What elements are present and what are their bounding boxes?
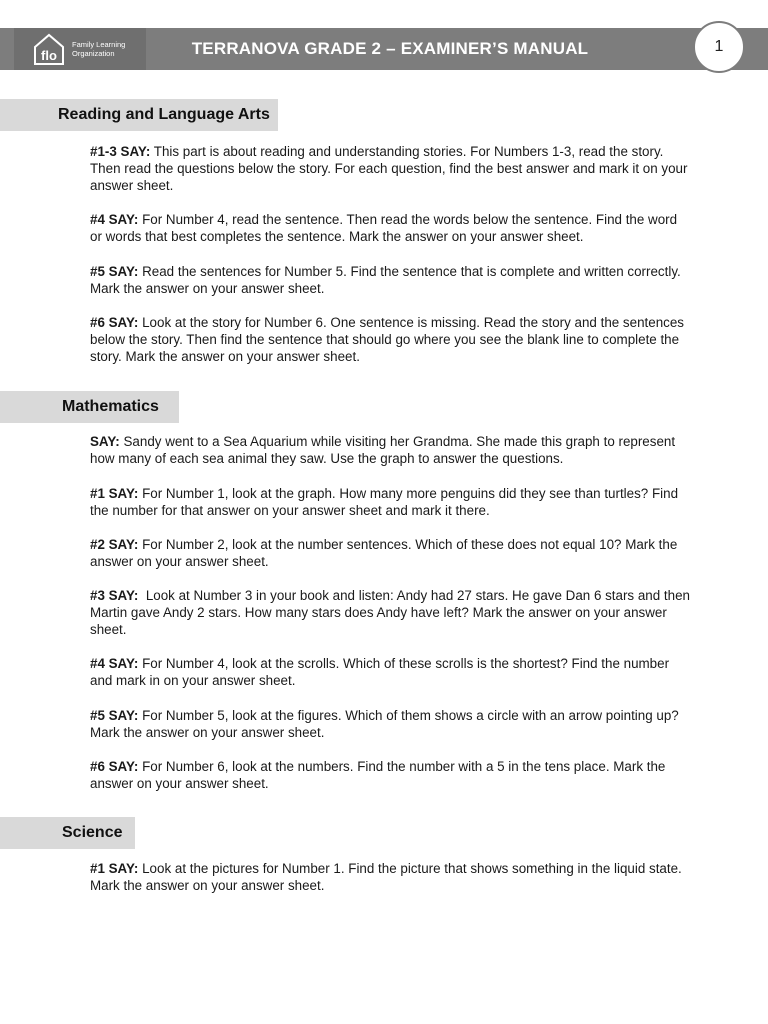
say-text: For Number 6, look at the numbers. Find the number with a 5 in the tens place. Mark the answer on your answer sheet.	[90, 759, 666, 791]
say-text: Look at the pictures for Number 1. Find the picture that shows something in the liquid state. Mark the answer on your answer sheet.	[90, 861, 682, 893]
say-text: For Number 2, look at the number sentences. Which of these does not equal 10? Mark the answer on your answer sheet.	[90, 537, 678, 569]
svg-text:flo: flo	[41, 48, 57, 63]
say-text: For Number 1, look at the graph. How many more penguins did they see than turtles? Find the number for that answer on your answer sheet and mark it there.	[90, 486, 679, 518]
say-label: #3 SAY:	[90, 588, 139, 603]
say-label: #5 SAY:	[90, 708, 139, 723]
say-label: #6 SAY:	[90, 315, 139, 330]
say-text: For Number 5, look at the figures. Which of them shows a circle with an arrow pointing up? Mark the answer on your answer sheet.	[90, 708, 679, 740]
say-text: For Number 4, read the sentence. Then read the words below the sentence. Find the word or words that best completes the sentence. Mark the answer on your answer sheet.	[90, 212, 678, 244]
paragraph	[90, 587, 694, 638]
paragraph	[90, 655, 690, 689]
say-label: #5 SAY:	[90, 264, 139, 279]
paragraph	[90, 433, 690, 467]
section-heading-mathematics: Mathematics	[0, 391, 179, 423]
say-text: Look at the story for Number 6. One sentence is missing. Read the story and the sentences below the story. Then find the sentence that should go where you see the blank line to complete the story. Mark the answer on your answer sheet.	[90, 315, 684, 364]
say-text: For Number 4, look at the scrolls. Which of these scrolls is the shortest? Find the number and mark in on your answer sheet.	[90, 656, 670, 688]
page-number-badge: 1	[693, 21, 745, 73]
say-label: #6 SAY:	[90, 759, 139, 774]
logo	[14, 28, 146, 70]
paragraph	[90, 536, 690, 570]
paragraph	[90, 263, 690, 297]
say-text: Read the sentences for Number 5. Find the sentence that is complete and written correctly. Mark the answer on your answer sheet.	[90, 264, 681, 296]
section-heading-reading: Reading and Language Arts	[0, 99, 278, 131]
say-label: SAY:	[90, 434, 120, 449]
logo-line-1: Family Learning	[72, 40, 126, 49]
say-label: #2 SAY:	[90, 537, 139, 552]
say-label: #1-3 SAY:	[90, 144, 151, 159]
paragraph	[90, 314, 690, 365]
page-title: TERRANOVA GRADE 2 – EXAMINER’S MANUAL	[191, 39, 589, 58]
house-logo-icon	[32, 32, 66, 66]
paragraph	[90, 143, 690, 194]
say-text: Sandy went to a Sea Aquarium while visiting her Grandma. She made this graph to represent how many of each sea animal they saw. Use the graph to answer the questions.	[90, 434, 676, 466]
say-label: #4 SAY:	[90, 212, 139, 227]
say-label: #1 SAY:	[90, 486, 139, 501]
logo-text	[72, 40, 125, 58]
say-text: This part is about reading and understanding stories. For Numbers 1-3, read the story. Then read the questions below the story. For each question, find the best answer and mark it on your answer sheet.	[90, 144, 688, 193]
paragraph	[90, 860, 690, 894]
say-label: #1 SAY:	[90, 861, 139, 876]
paragraph	[90, 211, 690, 245]
say-label: #4 SAY:	[90, 656, 139, 671]
paragraph	[90, 485, 690, 519]
paragraph	[90, 758, 690, 792]
section-heading-science: Science	[0, 817, 135, 849]
say-text: Look at Number 3 in your book and listen: Andy had 27 stars. He gave Dan 6 stars and then Martin gave Andy 2 stars. How many stars does Andy have left? Mark the answer on your answer sheet.	[90, 588, 694, 637]
paragraph	[90, 707, 690, 741]
logo-line-2: Organization	[72, 49, 115, 58]
